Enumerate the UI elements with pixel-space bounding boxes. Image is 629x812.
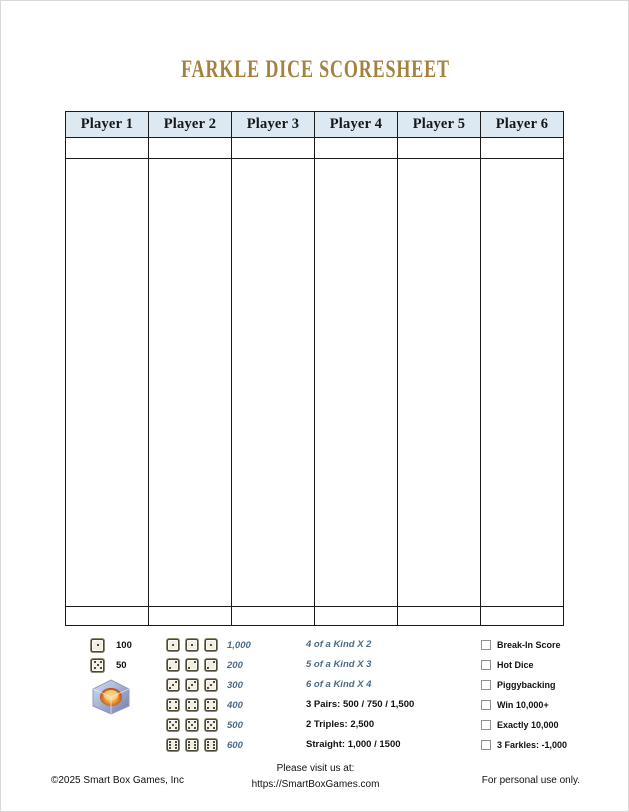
score-table	[65, 111, 564, 626]
website-url[interactable]: https://SmartBoxGames.com	[251, 779, 380, 790]
triple-scores	[167, 635, 262, 755]
checkbox-icon[interactable]	[481, 660, 491, 670]
checkbox-label: Hot Dice	[497, 660, 534, 670]
checkbox-icon[interactable]	[481, 740, 491, 750]
die-6-icon	[186, 739, 198, 751]
die-6-icon	[167, 739, 179, 751]
column-header-player-1: Player 1	[66, 112, 149, 138]
score-cell[interactable]	[481, 138, 564, 159]
page-footer	[1, 761, 629, 801]
die-1-icon	[186, 639, 198, 651]
triple-score-value: 400	[227, 699, 243, 711]
checkbox-label: Exactly 10,000	[497, 720, 559, 730]
combo-rule: Straight: 1,000 / 1500	[306, 739, 401, 750]
die-2-icon	[205, 659, 217, 671]
column-header-player-2: Player 2	[149, 112, 232, 138]
total-cell[interactable]	[149, 607, 232, 626]
checkbox-row-3-farkles[interactable]	[481, 735, 601, 755]
score-entry-area[interactable]	[398, 159, 481, 607]
checkbox-label: Break-In Score	[497, 640, 561, 650]
die-3-icon	[167, 679, 179, 691]
checkbox-row-hot-dice[interactable]	[481, 655, 601, 675]
die-3-icon	[186, 679, 198, 691]
total-cell[interactable]	[481, 607, 564, 626]
triple-score-value: 200	[227, 659, 243, 671]
table-row	[66, 138, 564, 159]
score-cell[interactable]	[232, 138, 315, 159]
checkbox-icon[interactable]	[481, 700, 491, 710]
die-1-icon	[91, 639, 104, 652]
score-entry-area[interactable]	[232, 159, 315, 607]
hot-dice-cube-icon	[91, 679, 131, 715]
scoring-legend	[1, 635, 629, 751]
checkbox-icon[interactable]	[481, 720, 491, 730]
score-cell[interactable]	[66, 138, 149, 159]
score-entry-area[interactable]	[66, 159, 149, 607]
die-4-icon	[205, 699, 217, 711]
column-header-player-6: Player 6	[481, 112, 564, 138]
die-4-icon	[167, 699, 179, 711]
checkbox-label: Piggybacking	[497, 680, 556, 690]
column-header-player-4: Player 4	[315, 112, 398, 138]
die-5-icon	[205, 719, 217, 731]
die-2-icon	[186, 659, 198, 671]
total-cell[interactable]	[232, 607, 315, 626]
single-die-score-row	[91, 635, 161, 655]
checkbox-row-exactly-10000[interactable]	[481, 715, 601, 735]
score-cell[interactable]	[315, 138, 398, 159]
combo-rule: 2 Triples: 2,500	[306, 719, 375, 730]
column-header-player-5: Player 5	[398, 112, 481, 138]
triple-score-value: 500	[227, 719, 243, 731]
score-entry-area[interactable]	[315, 159, 398, 607]
triple-score-row	[167, 735, 262, 755]
triple-score-row	[167, 635, 262, 655]
single-die-value: 50	[116, 659, 127, 671]
checkbox-icon[interactable]	[481, 680, 491, 690]
combo-rule: 3 Pairs: 500 / 750 / 1,500	[306, 699, 415, 710]
triple-score-value: 300	[227, 679, 243, 691]
checkbox-icon[interactable]	[481, 640, 491, 650]
triple-score-row	[167, 715, 262, 735]
table-row	[66, 159, 564, 607]
single-die-scores	[91, 635, 161, 675]
triple-score-value: 1,000	[227, 639, 251, 651]
total-cell[interactable]	[315, 607, 398, 626]
die-1-icon	[167, 639, 179, 651]
triple-score-value: 600	[227, 739, 243, 751]
triple-score-row	[167, 675, 262, 695]
triple-score-row	[167, 655, 262, 675]
triple-score-row	[167, 695, 262, 715]
die-6-icon	[205, 739, 217, 751]
combination-rules	[306, 635, 476, 755]
combo-rule: 4 of a Kind X 2	[306, 639, 372, 650]
usage-notice: For personal use only.	[481, 775, 580, 786]
total-cell[interactable]	[398, 607, 481, 626]
visit-prompt: Please visit us at:	[276, 763, 355, 774]
table-row	[66, 607, 564, 626]
die-5-icon	[186, 719, 198, 731]
score-entry-area[interactable]	[149, 159, 232, 607]
score-cell[interactable]	[149, 138, 232, 159]
die-5-icon	[167, 719, 179, 731]
copyright-text: ©2025 Smart Box Games, Inc	[51, 775, 184, 786]
column-header-player-3: Player 3	[232, 112, 315, 138]
single-die-value: 100	[116, 639, 132, 651]
die-1-icon	[205, 639, 217, 651]
die-2-icon	[167, 659, 179, 671]
checkbox-row-win-over-10000[interactable]	[481, 695, 601, 715]
checkbox-label: Win 10,000+	[497, 700, 549, 710]
die-3-icon	[205, 679, 217, 691]
total-cell[interactable]	[66, 607, 149, 626]
combo-rule: 6 of a Kind X 4	[306, 679, 372, 690]
checkbox-label: 3 Farkles: -1,000	[497, 740, 568, 750]
checkbox-row-piggybacking[interactable]	[481, 675, 601, 695]
checkbox-row-break-in-score[interactable]	[481, 635, 601, 655]
combo-rule: 5 of a Kind X 3	[306, 659, 372, 670]
page-title: FARKLE DICE SCORESHEET	[181, 56, 450, 83]
house-rules-checklist	[481, 635, 601, 755]
single-die-score-row	[91, 655, 161, 675]
die-4-icon	[186, 699, 198, 711]
die-5-icon	[91, 659, 104, 672]
table-header-row	[66, 112, 564, 138]
score-cell[interactable]	[398, 138, 481, 159]
score-entry-area[interactable]	[481, 159, 564, 607]
